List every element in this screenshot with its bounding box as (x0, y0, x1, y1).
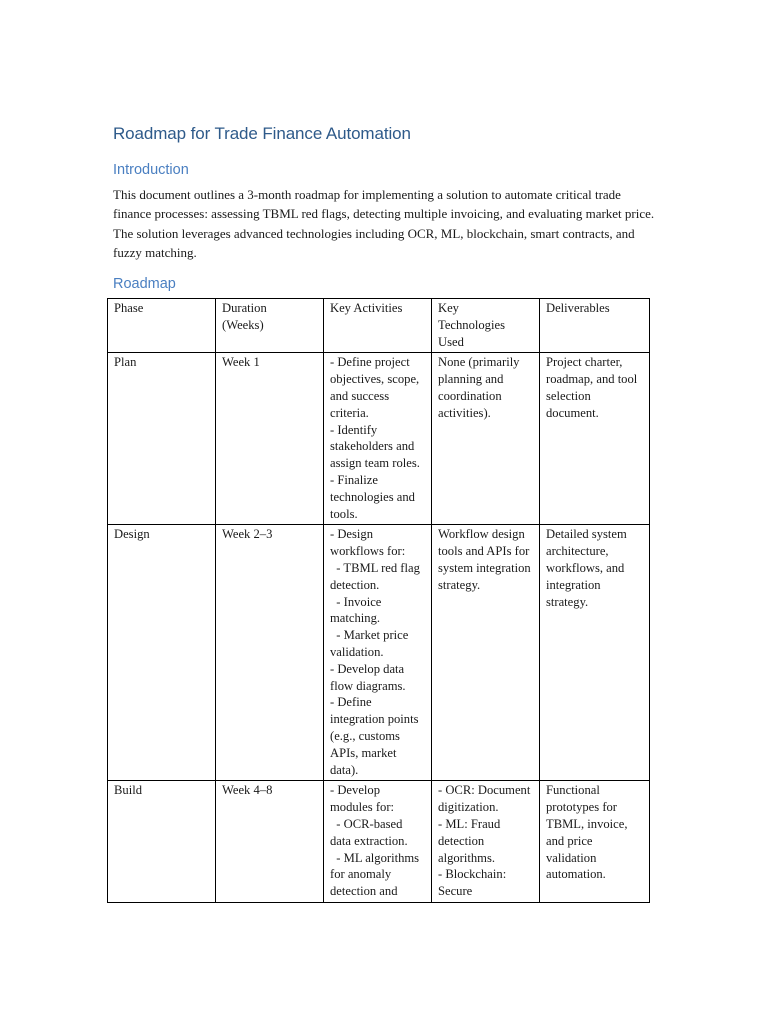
cell-duration: Week 4–8 (216, 781, 324, 903)
cell-key-technologies: None (primarily planning and coordination activities). (432, 353, 540, 525)
header-duration: Duration (Weeks) (216, 299, 324, 353)
introduction-heading: Introduction (113, 162, 189, 178)
cell-key-technologies: - OCR: Document digitization. - ML: Fraud detection algorithms. - Blockchain: Secure (432, 781, 540, 903)
header-phase: Phase (108, 299, 216, 353)
cell-duration: Week 1 (216, 353, 324, 525)
table-page-clip (100, 296, 660, 920)
cell-deliverables: Detailed system architecture, workflows, and integration strategy. (540, 525, 650, 781)
header-key-technologies: Key Technologies Used (432, 299, 540, 353)
cell-key-activities: - Develop modules for: - OCR-based data extraction. - ML algorithms for anomaly detection and (324, 781, 432, 903)
cell-key-activities: - Define project objectives, scope, and success criteria. - Identify stakeholders and assign team roles. - Finalize technologies and tools. (324, 353, 432, 525)
table-row (108, 781, 650, 903)
introduction-paragraph: This document outlines a 3-month roadmap for implementing a solution to automate critical trade finance processes: assessing TBML red flags, detecting multiple invoicing, and evaluating market price. The solution leverages advanced technologies including OCR, ML, blockchain, smart contracts, and fuzzy matching. (113, 187, 655, 260)
roadmap-heading: Roadmap (113, 276, 176, 292)
table-row (108, 353, 650, 525)
cell-key-technologies: Workflow design tools and APIs for system integration strategy. (432, 525, 540, 781)
cell-phase: Plan (108, 353, 216, 525)
header-key-activities: Key Activities (324, 299, 432, 353)
cell-phase: Design (108, 525, 216, 781)
table-row (108, 525, 650, 781)
header-deliverables: Deliverables (540, 299, 650, 353)
document-title: Roadmap for Trade Finance Automation (113, 124, 411, 143)
cell-deliverables: Functional prototypes for TBML, invoice, and price validation automation. (540, 781, 650, 903)
cell-duration: Week 2–3 (216, 525, 324, 781)
cell-deliverables: Project charter, roadmap, and tool selection document. (540, 353, 650, 525)
cell-phase: Build (108, 781, 216, 903)
table-header-row (108, 299, 650, 353)
roadmap-table (107, 298, 650, 903)
cell-key-activities: - Design workflows for: - TBML red flag detection. - Invoice matching. - Market price validation. - Develop data flow diagrams. - Define integration points (e.g., customs APIs, market data). (324, 525, 432, 781)
